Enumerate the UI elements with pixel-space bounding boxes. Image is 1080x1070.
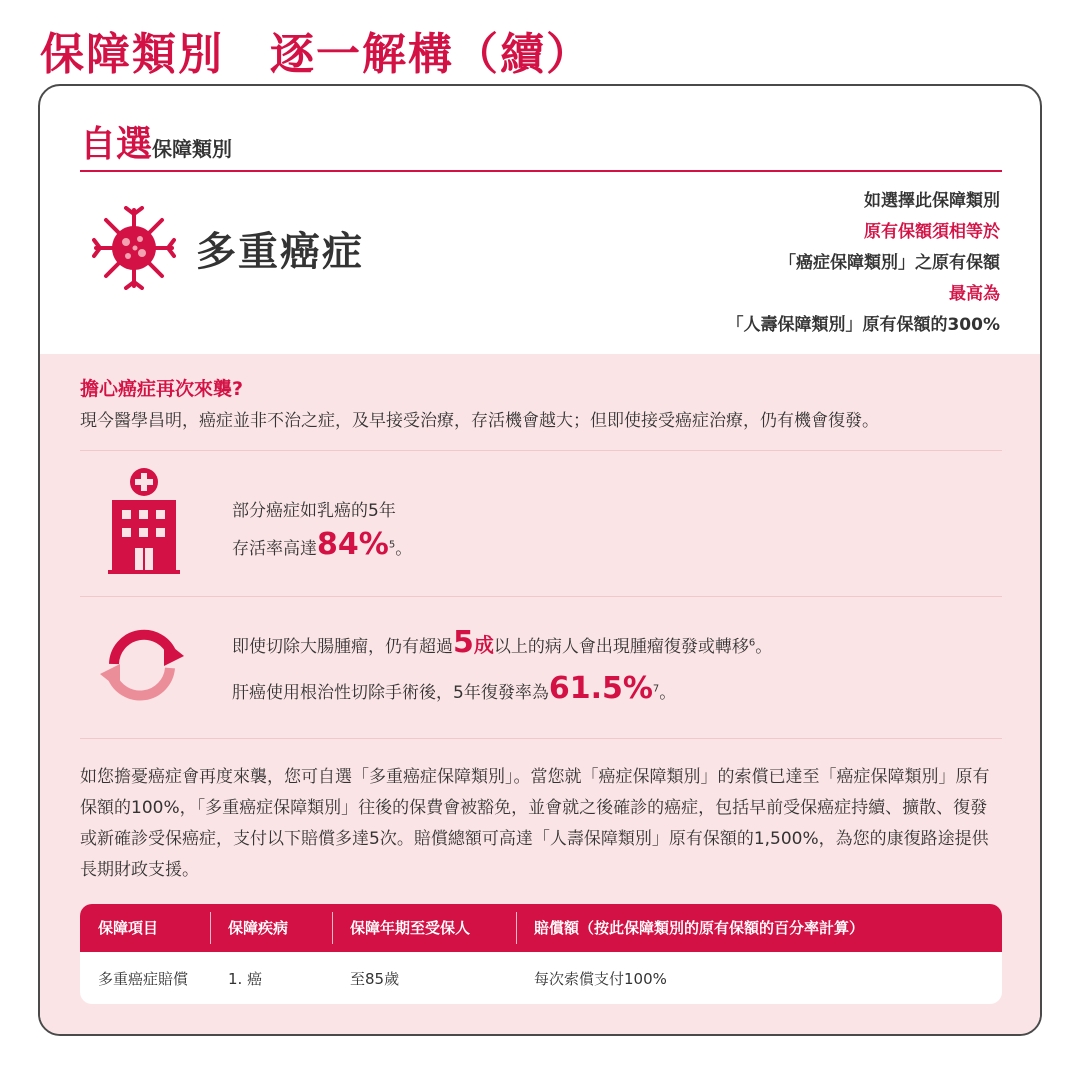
note-line-2: 原有保額須相等於 — [864, 222, 1000, 242]
card-header — [80, 116, 1002, 172]
footnote-ref: 5 — [388, 539, 396, 551]
recurrence-ratio-unit: 成 — [473, 633, 494, 657]
table-cell: 多重癌症賠償 — [98, 969, 189, 988]
benefit-card — [38, 84, 1042, 1036]
table-header — [80, 904, 1002, 952]
note-line-5: 「人壽保障類別」原有保額的300% — [726, 315, 1000, 335]
stat-b-line2: 肝癌使用根治性切除手術後，5年復發率為 — [232, 683, 549, 703]
recurrence-stat — [232, 622, 772, 714]
note-line-1: 如選擇此保障類別 — [864, 191, 1000, 211]
recurrence-ratio-value: 5 — [453, 625, 474, 660]
column-header: 保障年期至受保人 — [332, 904, 516, 952]
column-header: 保障項目 — [98, 919, 159, 937]
table-cell: 1. 癌 — [228, 969, 263, 988]
survival-rate-stat — [232, 494, 412, 566]
info-section — [40, 354, 1040, 1036]
divider — [80, 596, 1002, 597]
note-line-4: 最高為 — [949, 284, 1000, 304]
liver-recurrence-value: 61.5% — [548, 671, 653, 706]
table-cell: 每次索償支付100% — [534, 969, 667, 988]
benefit-name: 多重癌症 — [196, 229, 364, 275]
stat-line-end: 。 — [395, 539, 413, 559]
header-small: 保障類別 — [152, 137, 233, 161]
footnote-ref: 6 — [748, 637, 756, 649]
footnote-ref: 7 — [652, 683, 660, 695]
recurrence-cycle-icon — [96, 624, 188, 704]
table-row — [80, 952, 1002, 1004]
cancer-cell-icon — [92, 206, 176, 290]
page-title: 保障類別 逐一解構（續） — [40, 29, 592, 80]
divider — [80, 738, 1002, 739]
section-title: 擔心癌症再次來襲? — [80, 378, 244, 400]
column-header: 保障疾病 — [210, 904, 332, 952]
divider — [80, 450, 1002, 451]
table-cell: 至85歲 — [350, 969, 400, 988]
eligibility-note — [726, 186, 1000, 341]
stat-b-line2-end: 。 — [659, 683, 677, 703]
description-paragraph: 如您擔憂癌症會再度來襲，您可自選「多重癌症保障類別」。當您就「癌症保障類別」的索償已達至「癌症保障類別」原有保額的100%，「多重癌症保障類別」往後的保費會被豁免，並會就之後確診的癌症，包括早前受保癌症持續、擴散、復發或新確診受保癌症，支付以下賠償多達5次。賠償總額可高達「人壽保障類別」原有保額的1,500%，為您的康復路途提供長期財政支援。 — [80, 767, 990, 880]
benefit-table — [80, 904, 1002, 1004]
column-header: 賠償額（按此保障類別的原有保額的百分率計算） — [516, 904, 1002, 952]
hospital-icon — [108, 466, 180, 576]
note-line-3: 「癌症保障類別」之原有保額 — [779, 253, 1000, 273]
section-subtitle: 現今醫學昌明，癌症並非不治之症，及早接受治療，存活機會越大；但即使接受癌症治療，仍有機會復發。 — [80, 411, 879, 431]
survival-rate-value: 84% — [317, 527, 389, 562]
stat-b-line1: 即使切除大腸腫瘤，仍有超過 — [232, 637, 453, 657]
stat-b-line1-post: 以上的病人會出現腫瘤復發或轉移 — [493, 637, 749, 657]
stat-b-line1-end: 。 — [755, 637, 773, 657]
header-big: 自選 — [80, 124, 153, 165]
stat-line-2: 存活率高達 — [232, 539, 317, 559]
stat-line-1: 部分癌症如乳癌的5年 — [232, 501, 396, 521]
